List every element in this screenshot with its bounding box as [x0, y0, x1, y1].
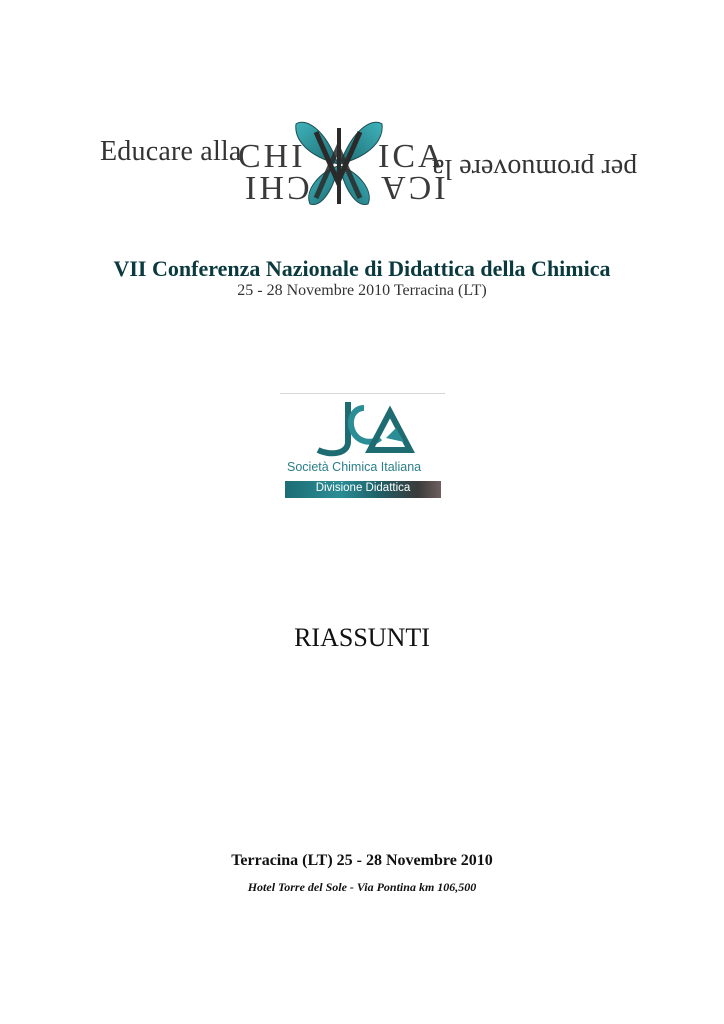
conference-title: VII Conferenza Nazionale di Didattica della Chimica [113, 256, 611, 281]
footer-venue: Hotel Torre del Sole - Via Pontina km 106,500 [247, 880, 477, 894]
logo-chimica-top-left: CHI [238, 138, 306, 175]
butterfly-icon [294, 118, 384, 210]
conference-dates-location: 25 - 28 Novembre 2010 Terracina (LT) [237, 282, 487, 299]
divider-line [280, 393, 445, 394]
logo-right-text-upside-down: per promuovere la [432, 153, 638, 184]
logo-chimica-bottom-right: ICA [378, 169, 446, 206]
footer-location-dates: Terracina (LT) 25 - 28 Novembre 2010 [231, 852, 493, 869]
sci-division-name: Divisione Didattica [315, 482, 411, 494]
sci-monogram-icon [300, 398, 420, 460]
logo-left-text: Educare alla [100, 136, 242, 167]
document-heading: RIASSUNTI [294, 623, 430, 652]
logo-chimica-top-right: ICA [378, 138, 446, 175]
logo-chimica-bottom-left: CHI [242, 169, 310, 206]
sci-society-name: Società Chimica Italiana [287, 460, 422, 474]
